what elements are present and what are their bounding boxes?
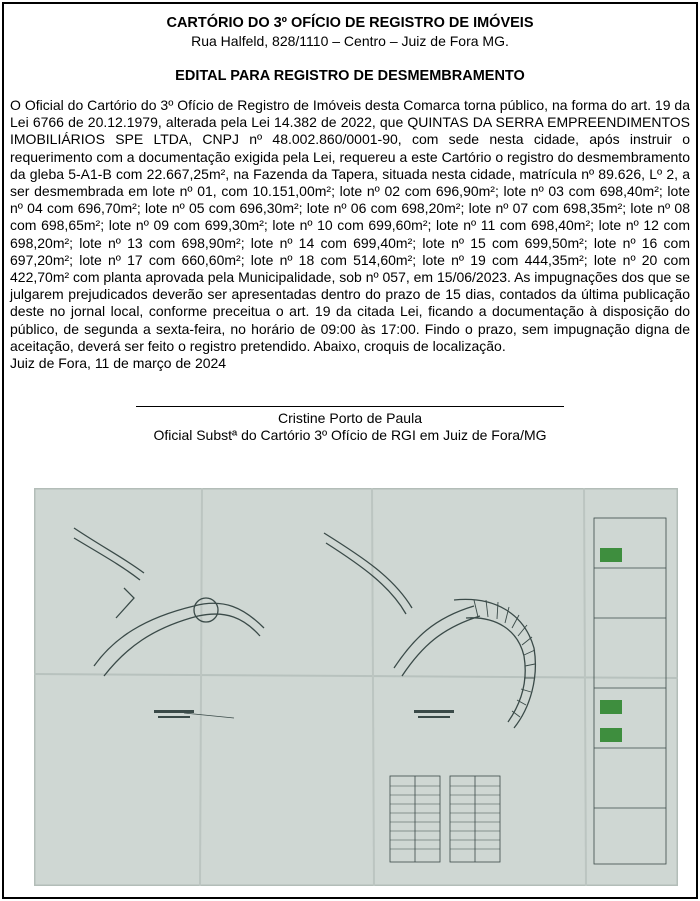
signer-role: Oficial Substª do Cartório 3º Ofício de RGI em Juiz de Fora/MG	[153, 427, 547, 444]
signature-block	[4, 406, 696, 444]
signature-line	[136, 406, 564, 407]
location-sketch-drawing	[34, 488, 678, 886]
document-header	[4, 14, 696, 50]
office-address: Rua Halfeld, 828/1110 – Centro – Juiz de Fora MG.	[191, 33, 509, 49]
edital-date: Juiz de Fora, 11 de março de 2024	[10, 355, 227, 372]
edital-title: EDITAL PARA REGISTRO DE DESMEMBRAMENTO	[175, 68, 525, 84]
edital-document	[2, 2, 698, 899]
location-sketch-photo	[34, 488, 678, 886]
office-name: CARTÓRIO DO 3º OFÍCIO DE REGISTRO DE IMÓVEIS	[166, 15, 534, 31]
signer-name: Cristine Porto de Paula	[278, 410, 422, 427]
edital-body: O Oficial do Cartório do 3º Ofício de Registro de Imóveis desta Comarca torna público, na forma do art. 19 da Lei 6766 de 20.12.1979, alterada pela Lei 14.382 de 2022, que QUINTAS DA SERRA EMPREENDIMENTOS IMOBILIÁRIOS SPE LTDA, CNPJ nº 48.002.860/0001-90, com sede nesta cidade, após instruir o requerimento com a documentação exigida pela Lei, requereu a este Cartório o registro do desmembramento da gleba 5-A1-B com 22.667,25m², na Fazenda da Tapera, situada nesta cidade, matrícula nº 89.626, Lº 2, a ser desmembrada em lote nº 01, com 10.151,00m²; lote nº 02 com 696,90m²; lote nº 03 com 698,40m²; lote nº 04 com 696,70m²; lote nº 05 com 696,30m²; lote nº 06 com 698,20m²; lote nº 07 com 698,35m²; lote nº 08 com 698,65m²; lote nº 09 com 699,30m²; lote nº 10 com 699,60m²; lote nº 11 com 698,40m²; lote nº 12 com 698,20m²; lote nº 13 com 698,90m²; lote nº 14 com 699,40m²; lote nº 15 com 699,50m²; lote nº 16 com 697,20m²; lote nº 17 com 660,60m²; lote nº 18 com 514,60m²; lote nº 19 com 444,35m²; lote nº 20 com 422,70m² com planta aprovada pela Municipalidade, sob nº 057, em 15/06/2023. As impugnações dos que se julgarem prejudicados deverão ser apresentadas dentro do prazo de 15 dias, contados da última publicação deste no jornal local, conforme preceitua o art. 19 da citada Lei, ficando a documentação à disposição do público, de segunda a sexta-feira, no horário de 09:00 às 17:00. Findo o prazo, sem impugnação digna de aceitação, deverá ser feito o registro pretendido. Abaixo, croquis de localização.	[10, 97, 690, 354]
